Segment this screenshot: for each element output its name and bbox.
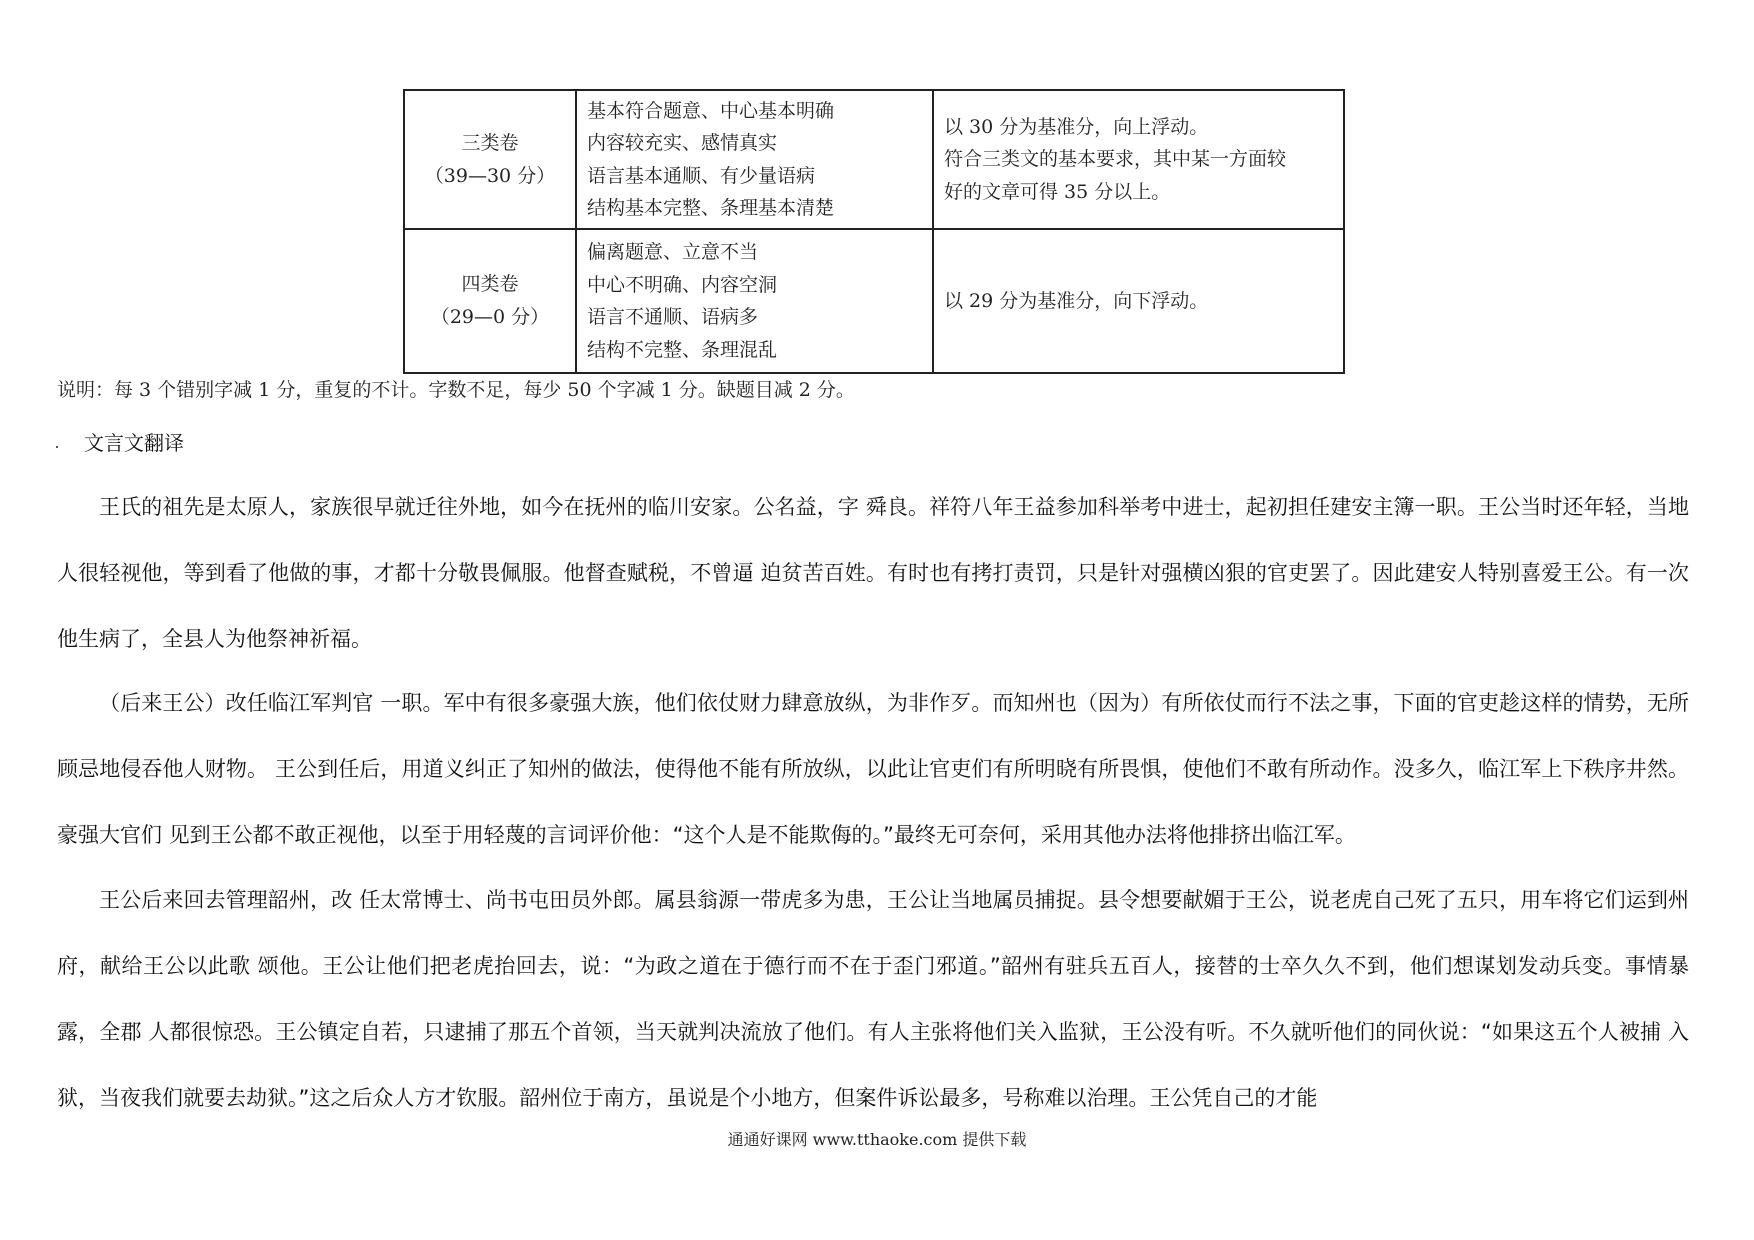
criteria-line: 基本符合题意、中心基本明确 xyxy=(587,99,835,122)
rule-line: 好的文章可得 35 分以上。 xyxy=(944,180,1171,203)
category-cell xyxy=(404,90,576,229)
criteria-line: 中心不明确、内容空洞 xyxy=(587,273,778,296)
table-row xyxy=(404,90,1344,229)
score-range: （29—0 分） xyxy=(430,306,550,328)
rule-line: 符合三类文的基本要求，其中某一方面较 xyxy=(944,148,1287,171)
category-name: 三类卷 xyxy=(461,131,519,154)
rule-line: 以 30 分为基准分，向上浮动。 xyxy=(944,115,1209,138)
score-range: （39—30 分） xyxy=(424,164,556,187)
grading-table xyxy=(403,89,1345,374)
page-footer: 通通好课网 www.tthaoke.com 提供下载 xyxy=(727,1130,1027,1149)
rule-line: 以 29 分为基准分，向下浮动。 xyxy=(944,289,1209,312)
criteria-cell xyxy=(576,229,933,373)
paragraph: 王公后来回去管理韶州，改 任太常博士、尚书屯田员外郎。属县翁源一带虎多为患，王公让当地属员捕捉。县令想要献媚于王公，说老虎自己死了五只，用车将它们运到州府，献给王公以此歌 颂他。王公让他们把老虎抬回去，说：“为政之道在于德行而不在于歪门邪道。”韶州有驻兵五百人，接替的士卒久久不到，他们想谋划发动兵变。事情暴露，全郡 人都很惊恐。王公镇定自若，只逮捕了那五个首领，当天就判决流放了他们。有人主张将他们关入监狱，王公没有听。不久就听他们的同伙说：“如果这五个人被捕 入狱，当夜我们就要去劫狱。”这之后众人方才钦服。韶州位于南方，虽说是个小地方，但案件诉讼最多，号称难以治理。王公凭自己的才能 xyxy=(57,888,1689,1110)
criteria-line: 偏离题意、立意不当 xyxy=(587,241,759,263)
category-cell xyxy=(404,229,576,373)
criteria-line: 语言不通顺、语病多 xyxy=(587,306,759,328)
scoring-note: 说明：每 3 个错别字减 1 分，重复的不计。字数不足，每少 50 个字减 1 分。缺题目减 2 分。 xyxy=(57,379,855,401)
paragraph: 王氏的祖先是太原人，家族很早就迁往外地，如今在抚州的临川安家。公名益，字 舜良。祥符八年王益参加科举考中进士，起初担任建安主簿一职。王公当时还年轻，当地人很轻视他，等到看了他做的事，才都十分敬畏佩服。他督查赋税，不曾逼 迫贫苦百姓。有时也有拷打责罚，只是针对强横凶狠的官吏罢了。因此建安人特别喜爱王公。有一次他生病了，全县人为他祭神祈福。 xyxy=(57,495,1689,651)
criteria-line: 结构基本完整、条理基本清楚 xyxy=(587,197,835,219)
category-name: 四类卷 xyxy=(461,273,519,295)
criteria-line: 内容较充实、感情真实 xyxy=(587,132,778,154)
table-row xyxy=(404,229,1344,373)
criteria-line: 语言基本通顺、有少量语病 xyxy=(587,164,816,187)
rule-cell xyxy=(933,229,1344,373)
section-title: 文言文翻译 xyxy=(84,431,184,455)
bullet-dot xyxy=(56,446,58,448)
rule-cell xyxy=(933,90,1344,229)
criteria-cell xyxy=(576,90,933,229)
criteria-line: 结构不完整、条理混乱 xyxy=(587,338,778,361)
paragraph: （后来王公）改任临江军判官 一职。军中有很多豪强大族，他们依仗财力肆意放纵，为非作歹。而知州也（因为）有所依仗而行不法之事，下面的官吏趁这样的情势，无所顾忌地侵吞他人财物。 王公到任后，用道义纠正了知州的做法，使得他不能有所放纵，以此让官吏们有所明晓有所畏惧，使他们不敢有所动作。没多久，临江军上下秩序井然。豪强大官们 见到王公都不敢正视他，以至于用轻蔑的言词评价他：“这个人是不能欺侮的。”最终无可奈何，采用其他办法将他排挤出临江军。 xyxy=(57,691,1689,847)
